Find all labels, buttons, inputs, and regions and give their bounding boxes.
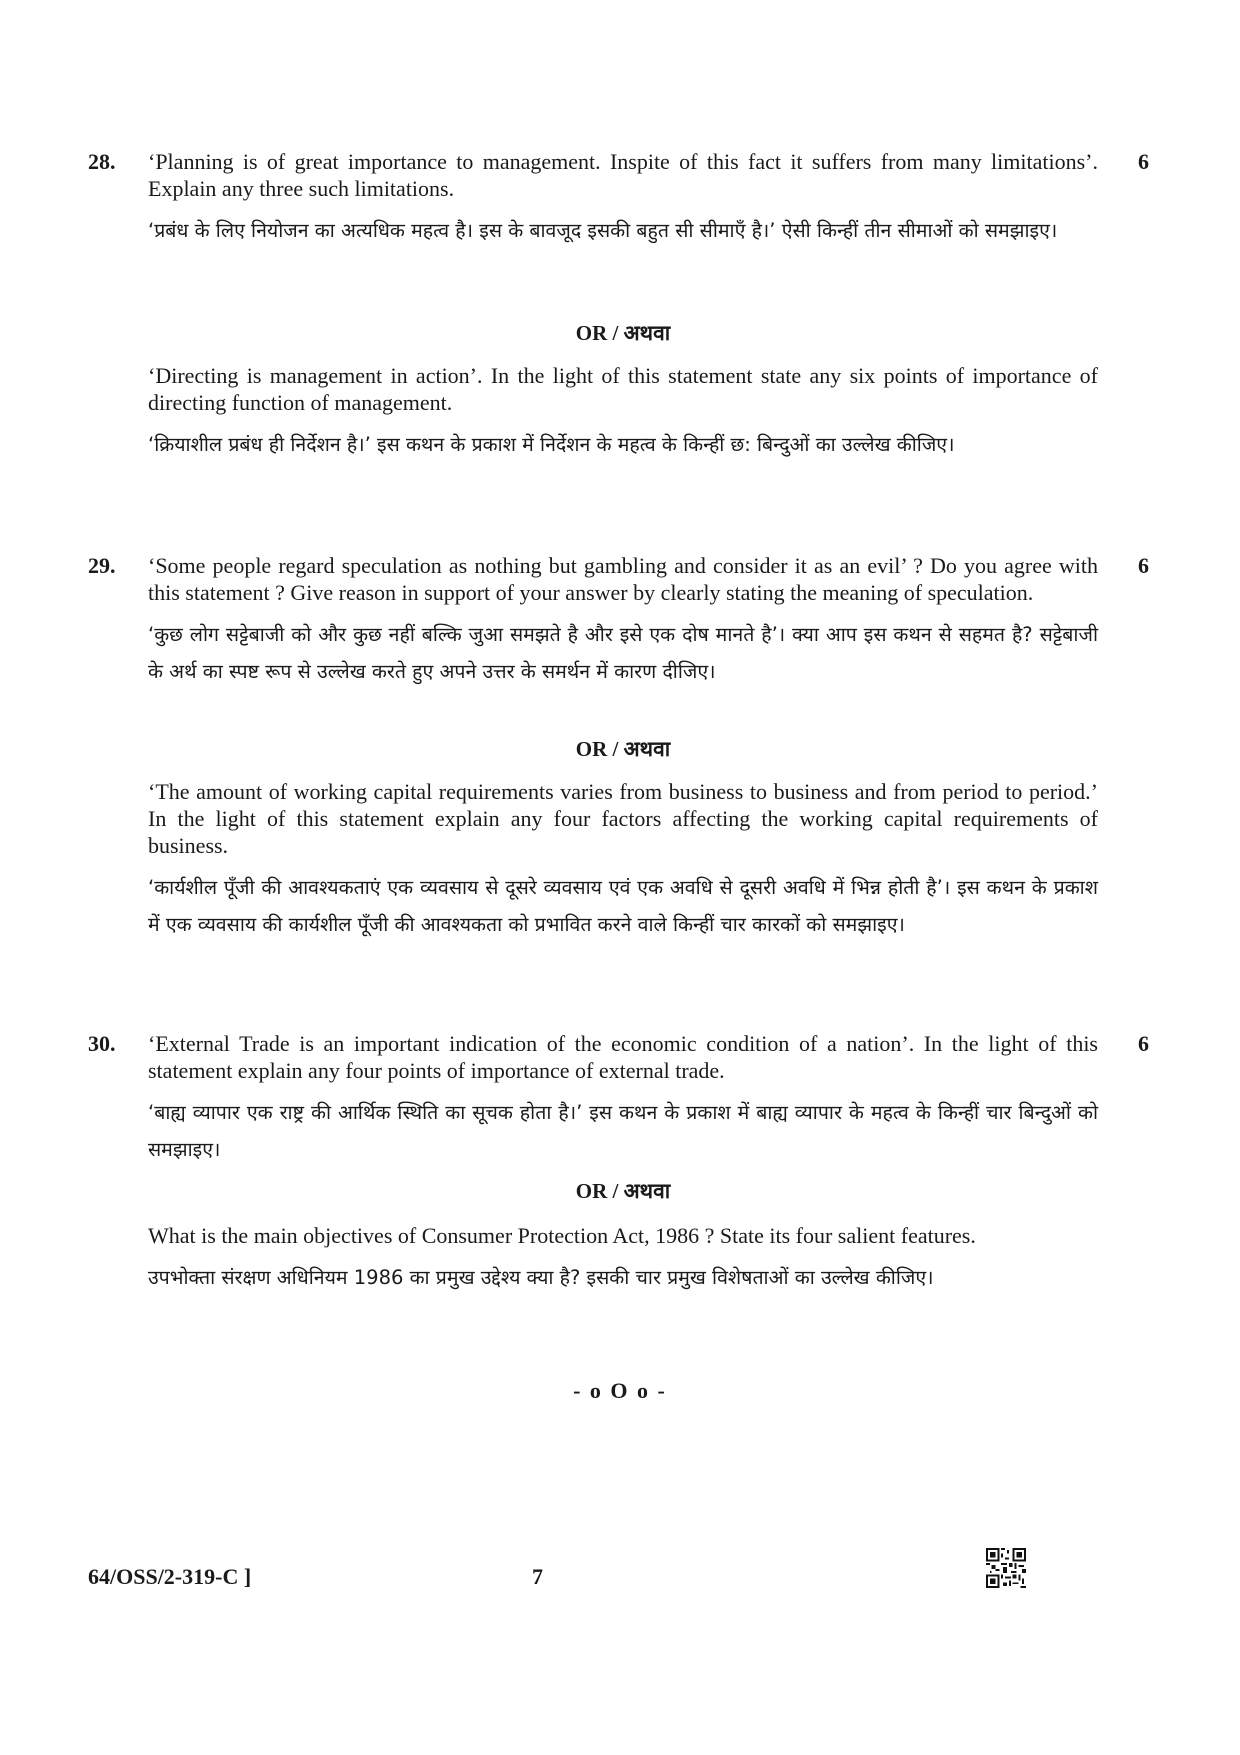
question-text-english: ‘Planning is of great importance to management. Inspite of this fact it suffers from many limitations’. Explain any three such limitations. xyxy=(148,149,1098,201)
question-marks: 6 xyxy=(1138,1031,1149,1056)
question-text-english: ‘Some people regard speculation as nothing but gambling and consider it as an evil’ ? Do you agree with this statement ? Give reason in support of your answer by clearly stating the meaning of speculation. xyxy=(148,553,1098,605)
alternative-question-text xyxy=(148,778,1098,943)
page-number: 7 xyxy=(532,1564,543,1589)
alternative-text-english: ‘The amount of working capital requirements varies from business to business and from period to period.’ In the light of this statement explain any four factors affecting the working capital requirements of business. xyxy=(148,779,1098,858)
question-number: 29. xyxy=(88,553,116,578)
alternative-text-english: ‘Directing is management in action’. In the light of this statement state any six points of importance of directing function of management. xyxy=(148,363,1098,415)
question-text xyxy=(148,1030,1098,1168)
or-separator: OR / अथवा xyxy=(575,737,671,761)
question-text-hindi: ‘प्रबंध के लिए नियोजन का अत्यधिक महत्व है। इस के बावजूद इसकी बहुत सी सीमाएँ है।’ ऐसी किन्हीं तीन सीमाओं को समझाइए। xyxy=(148,219,1058,242)
question-marks: 6 xyxy=(1138,149,1149,174)
question-text-hindi: ‘कुछ लोग सट्टेबाजी को और कुछ नहीं बल्कि जुआ समझते है और इसे एक दोष मानते है’। क्या आप इस कथन से सहमत है? सट्टेबाजी के अर्थ का स्पष्ट रूप से उल्लेख करते हुए अपने उत्तर के समर्थन में कारण दीजिए। xyxy=(148,623,1098,683)
or-separator: OR / अथवा xyxy=(575,1179,671,1203)
end-of-paper-mark: - o O o - xyxy=(573,1378,667,1403)
alternative-question-text xyxy=(148,1222,1098,1296)
question-marks: 6 xyxy=(1138,553,1149,578)
question-number: 28. xyxy=(88,149,116,174)
question-text-hindi: ‘बाह्य व्यापार एक राष्ट्र की आर्थिक स्थिति का सूचक होता है।’ इस कथन के प्रकाश में बाह्य व्यापार के महत्व के किन्हीं चार बिन्दुओं को समझाइए। xyxy=(148,1101,1098,1161)
question-text-english: ‘External Trade is an important indication of the economic condition of a nation’. In the light of this statement explain any four points of importance of external trade. xyxy=(148,1031,1098,1083)
question-text xyxy=(148,552,1098,690)
or-separator: OR / अथवा xyxy=(575,321,671,345)
paper-code: 64/OSS/2-319-C ] xyxy=(88,1564,252,1589)
question-number: 30. xyxy=(88,1031,116,1056)
alternative-text-english: What is the main objectives of Consumer Protection Act, 1986 ? State its four salient features. xyxy=(148,1223,976,1248)
alternative-text-hindi: उपभोक्ता संरक्षण अधिनियम 1986 का प्रमुख उद्देश्य क्या है? इसकी चार प्रमुख विशेषताओं का उल्लेख कीजिए। xyxy=(148,1266,934,1289)
qr-code-icon xyxy=(986,1548,1026,1588)
alternative-text-hindi: ‘क्रियाशील प्रबंध ही निर्देशन है।’ इस कथन के प्रकाश में निर्देशन के महत्व के किन्हीं छ: बिन्दुओं का उल्लेख कीजिए। xyxy=(148,433,955,456)
question-text xyxy=(148,148,1098,249)
alternative-text-hindi: ‘कार्यशील पूँजी की आवश्यकताएं एक व्यवसाय से दूसरे व्यवसाय एवं एक अवधि से दूसरी अवधि में भिन्न होती है’। इस कथन के प्रकाश में एक व्यवसाय की कार्यशील पूँजी की आवश्यकता को प्रभावित करने वाले किन्हीं चार कारकों को समझाइए। xyxy=(148,876,1098,936)
alternative-question-text xyxy=(148,362,1098,463)
